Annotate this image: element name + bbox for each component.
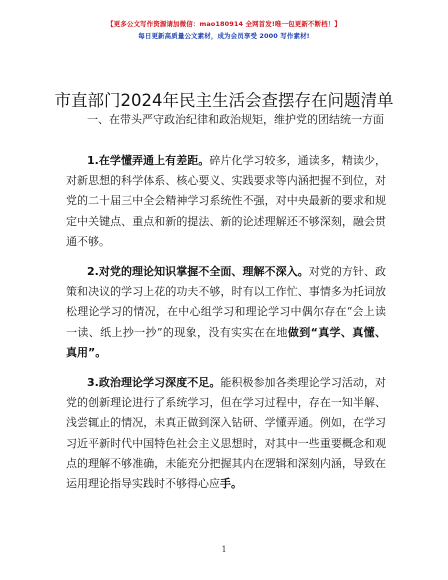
document-title: 市直部门2024年民主生活会查摆存在问题清单 — [54, 91, 394, 110]
issue-paragraph-3 — [66, 373, 386, 494]
issue-3-lead: 3.政治理论学习深度不足。 — [87, 376, 221, 389]
issue-2-emphasis: 做到“真学、真懂、真用”。 — [66, 325, 387, 359]
promo-banner-line-1: 【更多公文写作资源请加微信：mao180914 全网首发!唯一包更新不断档！】 — [107, 20, 341, 28]
issue-1-body: 碎片化学习较多，通读多，精读少，对新思想的科学体系、核心要义、实践要求等内涵把握不到位，对党的二十届三中全会精神学习系统性不强，对中央最新的要求和规定中关键点、重点和新的提法、新的论述理解还不够深刻，融会贯通不够。 — [66, 154, 386, 248]
issue-1-lead: 1.在学懂弄通上有差距。 — [87, 154, 210, 167]
issue-3-emphasis: 手。 — [220, 477, 242, 491]
promo-banner-line-2: 每日更新高质量公文素材，成为会员享受 2000 写作素材! — [138, 32, 310, 40]
page-number: 1 — [221, 545, 227, 554]
issue-paragraph-2 — [66, 262, 386, 363]
section-heading — [66, 110, 386, 130]
issue-3-body: 能积极参加各类理论学习活动，对党的创新理论进行了系统学习，但在学习过程中，存在一知半解、浅尝辄止的情况，未真正做到深入钻研、学懂弄通。例如，在学习习近平新时代中国特色社会主义思想时，对其中一些重要概念和观点的理解不够准确，未能充分把握其内在逻辑和深刻内涵，导致在运用理论指导实践时不够得心应 — [66, 376, 386, 491]
issue-2-lead: 2.对党的理论知识掌握不全面、理解不深入。 — [87, 265, 309, 278]
issue-paragraph-1 — [66, 151, 386, 252]
issue-2-body: 对党的方针、政策和决议的学习上花的功夫不够，时有以工作忙、事情多为托词放松理论学习的情况，在中心组学习和理论学习中偶尔存在“会上读一读、纸上抄一抄”的现象，没有实实在在地 — [66, 265, 387, 339]
section-heading-text: 一、在带头严守政治纪律和政治规矩，维护党的团结统一方面 — [87, 113, 384, 126]
